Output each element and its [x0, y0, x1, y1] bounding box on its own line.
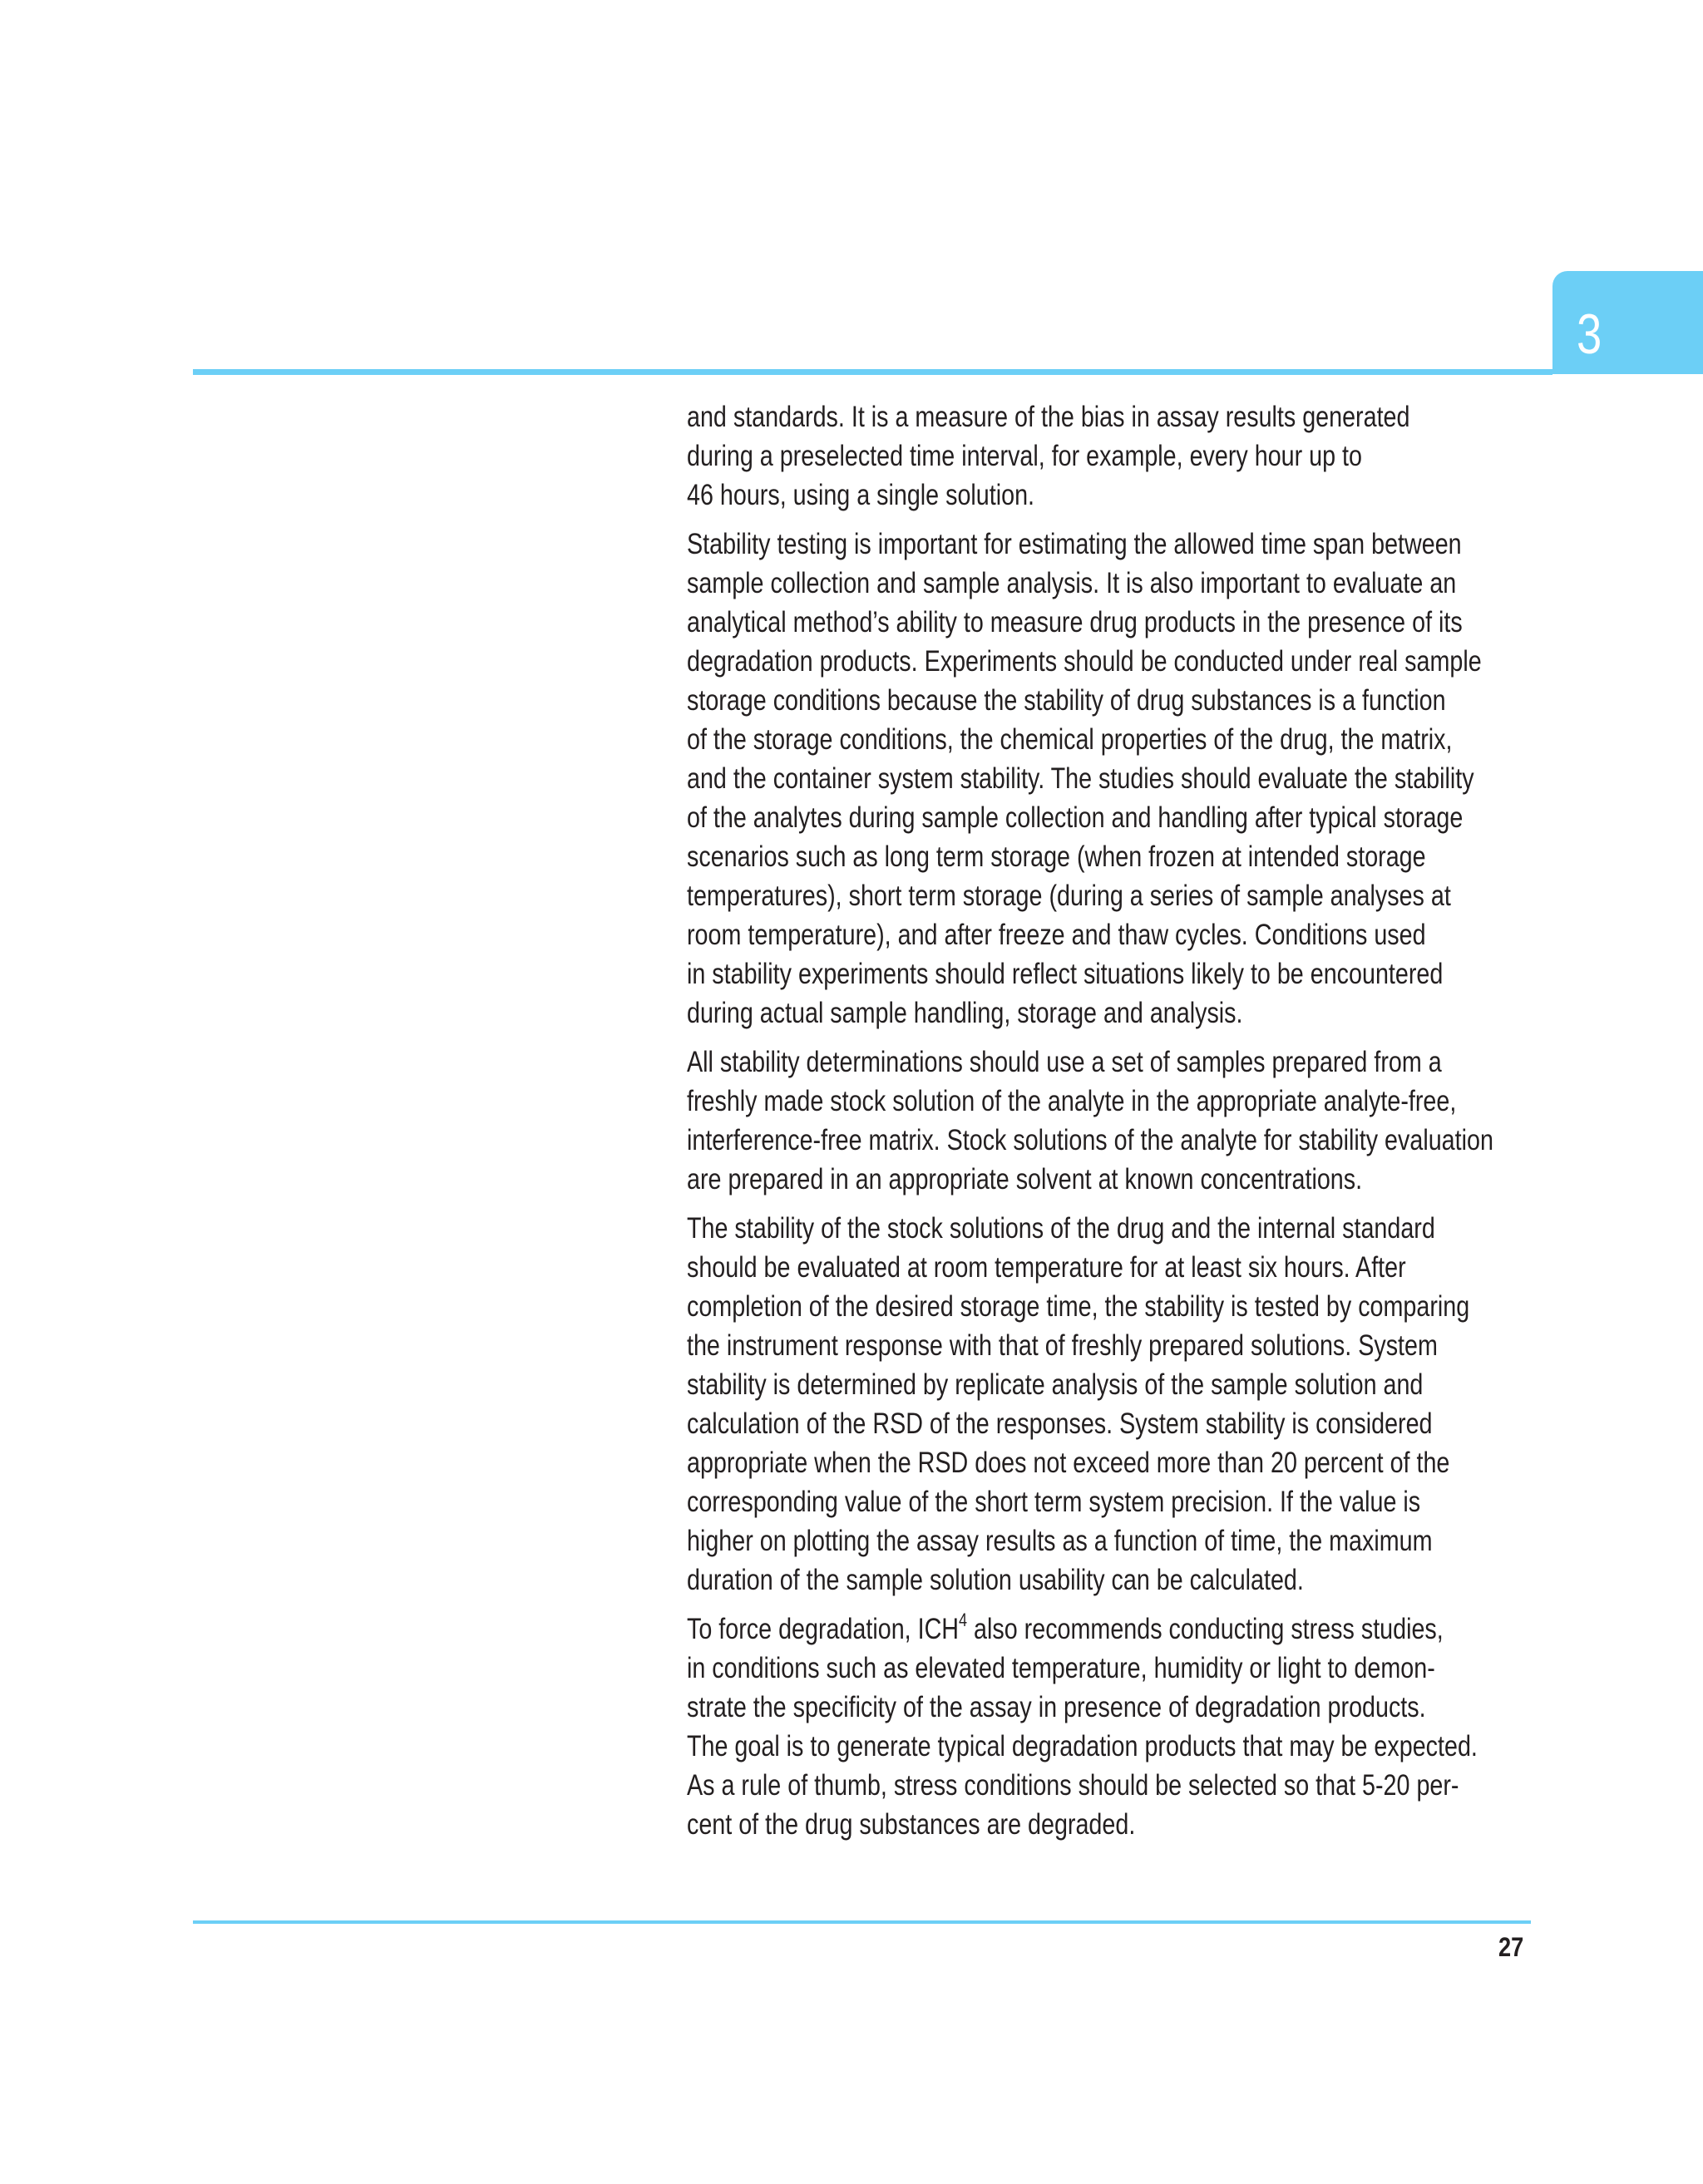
text-line: cent of the drug substances are degraded.	[687, 1808, 1136, 1841]
text-line: 46 hours, using a single solution.	[687, 479, 1035, 511]
text-line: The goal is to generate typical degradation products that may be expected.	[687, 1730, 1478, 1762]
text-line: Stability testing is important for estimating the allowed time span between	[687, 528, 1462, 560]
text-line: higher on plotting the assay results as a function of time, the maximum	[687, 1525, 1433, 1557]
text-line: degradation products. Experiments should be conducted under real sample	[687, 645, 1482, 678]
text-line: sample collection and sample analysis. It is also important to evaluate an	[687, 567, 1457, 599]
text-line: interference-free matrix. Stock solutions of the analyte for stability evaluation	[687, 1124, 1493, 1156]
text-line: The stability of the stock solutions of the drug and the internal standard	[687, 1212, 1435, 1245]
text-line: should be evaluated at room temperature for at least six hours. After	[687, 1251, 1406, 1284]
text-line: All stability determinations should use a set of samples prepared from a	[687, 1046, 1442, 1078]
text-fragment: also recommends conducting stress studies,	[967, 1613, 1444, 1645]
text-line: temperatures), short term storage (during a series of sample analyses at	[687, 880, 1451, 912]
header-rule	[193, 369, 1552, 375]
page-number: 27	[1498, 1932, 1524, 1962]
text-line: in conditions such as elevated temperature, humidity or light to demon-	[687, 1652, 1435, 1684]
text-line: the instrument response with that of freshly prepared solutions. System	[687, 1329, 1438, 1362]
paragraph-stock-solutions	[687, 1209, 1552, 1600]
text-line: freshly made stock solution of the analyte in the appropriate analyte-free,	[687, 1085, 1457, 1117]
text-line: corresponding value of the short term system precision. If the value is	[687, 1486, 1421, 1518]
paragraph-force-degradation	[687, 1610, 1552, 1844]
text-line: duration of the sample solution usability can be calculated.	[687, 1564, 1304, 1596]
text-line: are prepared in an appropriate solvent at known concentrations.	[687, 1163, 1363, 1196]
text-line: appropriate when the RSD does not exceed more than 20 percent of the	[687, 1447, 1450, 1479]
text-line: of the analytes during sample collection and handling after typical storage	[687, 801, 1464, 834]
text-line: As a rule of thumb, stress conditions should be selected so that 5-20 per-	[687, 1769, 1459, 1802]
chapter-number: 3	[1577, 303, 1602, 366]
text-line: analytical method’s ability to measure drug products in the presence of its	[687, 606, 1463, 638]
text-line: calculation of the RSD of the responses. System stability is considered	[687, 1408, 1433, 1440]
paragraph-stability-determinations	[687, 1043, 1552, 1199]
text-line: strate the specificity of the assay in presence of degradation products.	[687, 1691, 1426, 1723]
body-text	[687, 397, 1552, 1854]
footnote-reference: 4	[959, 1610, 968, 1631]
text-line: in stability experiments should reflect situations likely to be encountered	[687, 958, 1444, 990]
chapter-tab	[1552, 271, 1703, 374]
paragraph-bias	[687, 397, 1552, 515]
text-line: during actual sample handling, storage and analysis.	[687, 997, 1243, 1029]
text-line: scenarios such as long term storage (when frozen at intended storage	[687, 841, 1426, 873]
text-line: of the storage conditions, the chemical properties of the drug, the matrix,	[687, 723, 1453, 756]
text-line: completion of the desired storage time, the stability is tested by comparing	[687, 1290, 1470, 1323]
text-fragment: To force degradation, ICH	[687, 1613, 960, 1645]
text-line: stability is determined by replicate analysis of the sample solution and	[687, 1368, 1424, 1401]
text-line: and the container system stability. The studies should evaluate the stability	[687, 762, 1474, 795]
text-line: and standards. It is a measure of the bias in assay results generated	[687, 401, 1410, 433]
footer-rule	[193, 1920, 1531, 1924]
text-line	[687, 1610, 1552, 1649]
paragraph-stability-testing	[687, 525, 1552, 1033]
text-line: storage conditions because the stability of drug substances is a function	[687, 684, 1446, 717]
text-line: room temperature), and after freeze and thaw cycles. Conditions used	[687, 919, 1426, 951]
text-line: during a preselected time interval, for example, every hour up to	[687, 440, 1363, 472]
